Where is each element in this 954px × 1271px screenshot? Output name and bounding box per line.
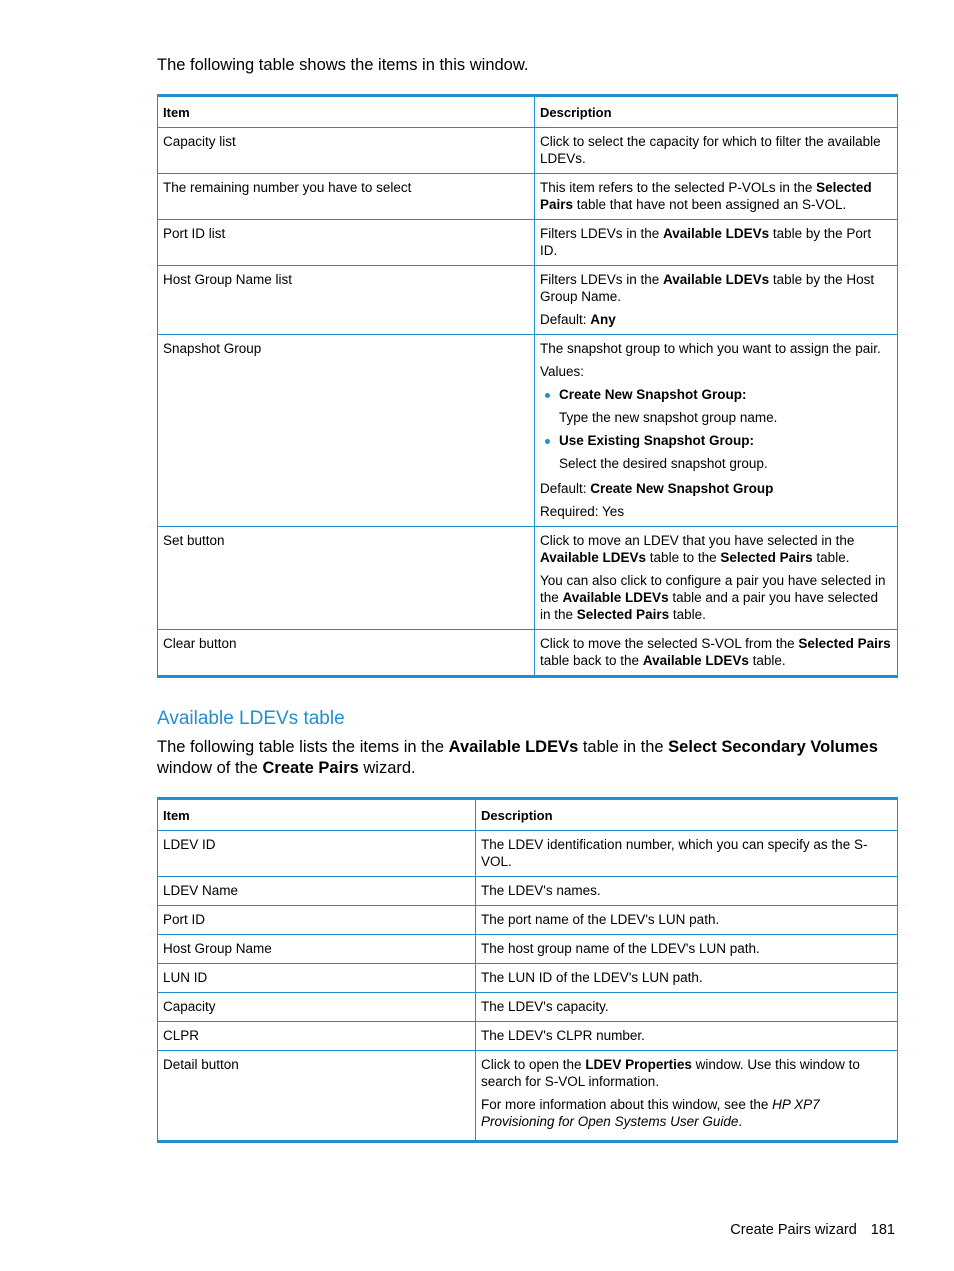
page-number: 181 [870, 1222, 895, 1238]
page-footer [730, 1222, 895, 1238]
item-cell: Host Group Name list [158, 266, 535, 335]
item-cell: Capacity list [158, 128, 535, 174]
values-list [540, 386, 892, 472]
item-cell: Host Group Name [158, 935, 476, 964]
header-item: Item [158, 799, 476, 831]
description-cell: Click to move the selected S-VOL from the Selected Pairs table back to the Available LDEVs table. [535, 630, 898, 677]
item-cell: LUN ID [158, 964, 476, 993]
list-item: Create New Snapshot Group: Type the new snapshot group name. [559, 386, 892, 426]
item-cell: LDEV Name [158, 877, 476, 906]
table-row [158, 335, 898, 527]
table-row [158, 128, 898, 174]
item-cell: Port ID [158, 906, 476, 935]
description-cell: The host group name of the LDEV's LUN path. [476, 935, 898, 964]
table-row [158, 1051, 898, 1142]
description-cell: Filters LDEVs in the Available LDEVs table by the Host Group Name. Default: Any [535, 266, 898, 335]
item-cell: Set button [158, 527, 535, 630]
description-cell: The LDEV identification number, which you can specify as the S-VOL. [476, 831, 898, 877]
table-row [158, 527, 898, 630]
description-cell: Click to open the LDEV Properties window. Use this window to search for S-VOL information. For more information about this window, see the HP XP7 Provisioning for Open Systems User Guide. [476, 1051, 898, 1142]
description-cell: Filters LDEVs in the Available LDEVs table by the Port ID. [535, 220, 898, 266]
table-row [158, 266, 898, 335]
description-cell: Click to move an LDEV that you have selected in the Available LDEVs table to the Selected Pairs table. You can also click to configure a pair you have selected in the Available LDEVs table and a pair you have selected in the Selected Pairs table. [535, 527, 898, 630]
section-text: The following table lists the items in the Available LDEVs table in the Select Secondary Volumes window of the Create Pairs wizard. [157, 738, 878, 777]
available-ldevs-table [157, 797, 898, 1143]
item-cell: CLPR [158, 1022, 476, 1051]
description-cell: Click to select the capacity for which to filter the available LDEVs. [535, 128, 898, 174]
header-item: Item [158, 96, 535, 128]
footer-title: Create Pairs wizard [730, 1222, 857, 1238]
header-description: Description [476, 799, 898, 831]
item-cell: The remaining number you have to select [158, 174, 535, 220]
description-cell: The LDEV's CLPR number. [476, 1022, 898, 1051]
table-row [158, 877, 898, 906]
description-cell: The LDEV's names. [476, 877, 898, 906]
header-description: Description [535, 96, 898, 128]
item-cell: Capacity [158, 993, 476, 1022]
description-cell: The LDEV's capacity. [476, 993, 898, 1022]
item-cell: Port ID list [158, 220, 535, 266]
item-cell: Clear button [158, 630, 535, 677]
table-row [158, 220, 898, 266]
table-row [158, 831, 898, 877]
table-row [158, 174, 898, 220]
table-header-row [158, 96, 898, 128]
intro-text: The following table shows the items in this window. [157, 56, 529, 74]
table-row [158, 630, 898, 677]
table-row [158, 993, 898, 1022]
description-cell: The snapshot group to which you want to assign the pair. Values: Create New Snapshot Group: Type the new snapshot group name. Use Existing Snapshot Group: Select the desired snapshot group. Default: Create New Snapshot Group Required: Yes [535, 335, 898, 527]
item-cell: LDEV ID [158, 831, 476, 877]
description-cell: The port name of the LDEV's LUN path. [476, 906, 898, 935]
table-row [158, 1022, 898, 1051]
list-item: Use Existing Snapshot Group: Select the desired snapshot group. [559, 432, 892, 472]
table-header-row [158, 799, 898, 831]
section-heading: Available LDEVs table [157, 708, 345, 729]
item-cell: Snapshot Group [158, 335, 535, 527]
table-row [158, 964, 898, 993]
table-row [158, 935, 898, 964]
table-row [158, 906, 898, 935]
description-cell: The LUN ID of the LDEV's LUN path. [476, 964, 898, 993]
window-items-table [157, 94, 898, 678]
description-cell: This item refers to the selected P-VOLs in the Selected Pairs table that have not been assigned an S-VOL. [535, 174, 898, 220]
item-cell: Detail button [158, 1051, 476, 1142]
